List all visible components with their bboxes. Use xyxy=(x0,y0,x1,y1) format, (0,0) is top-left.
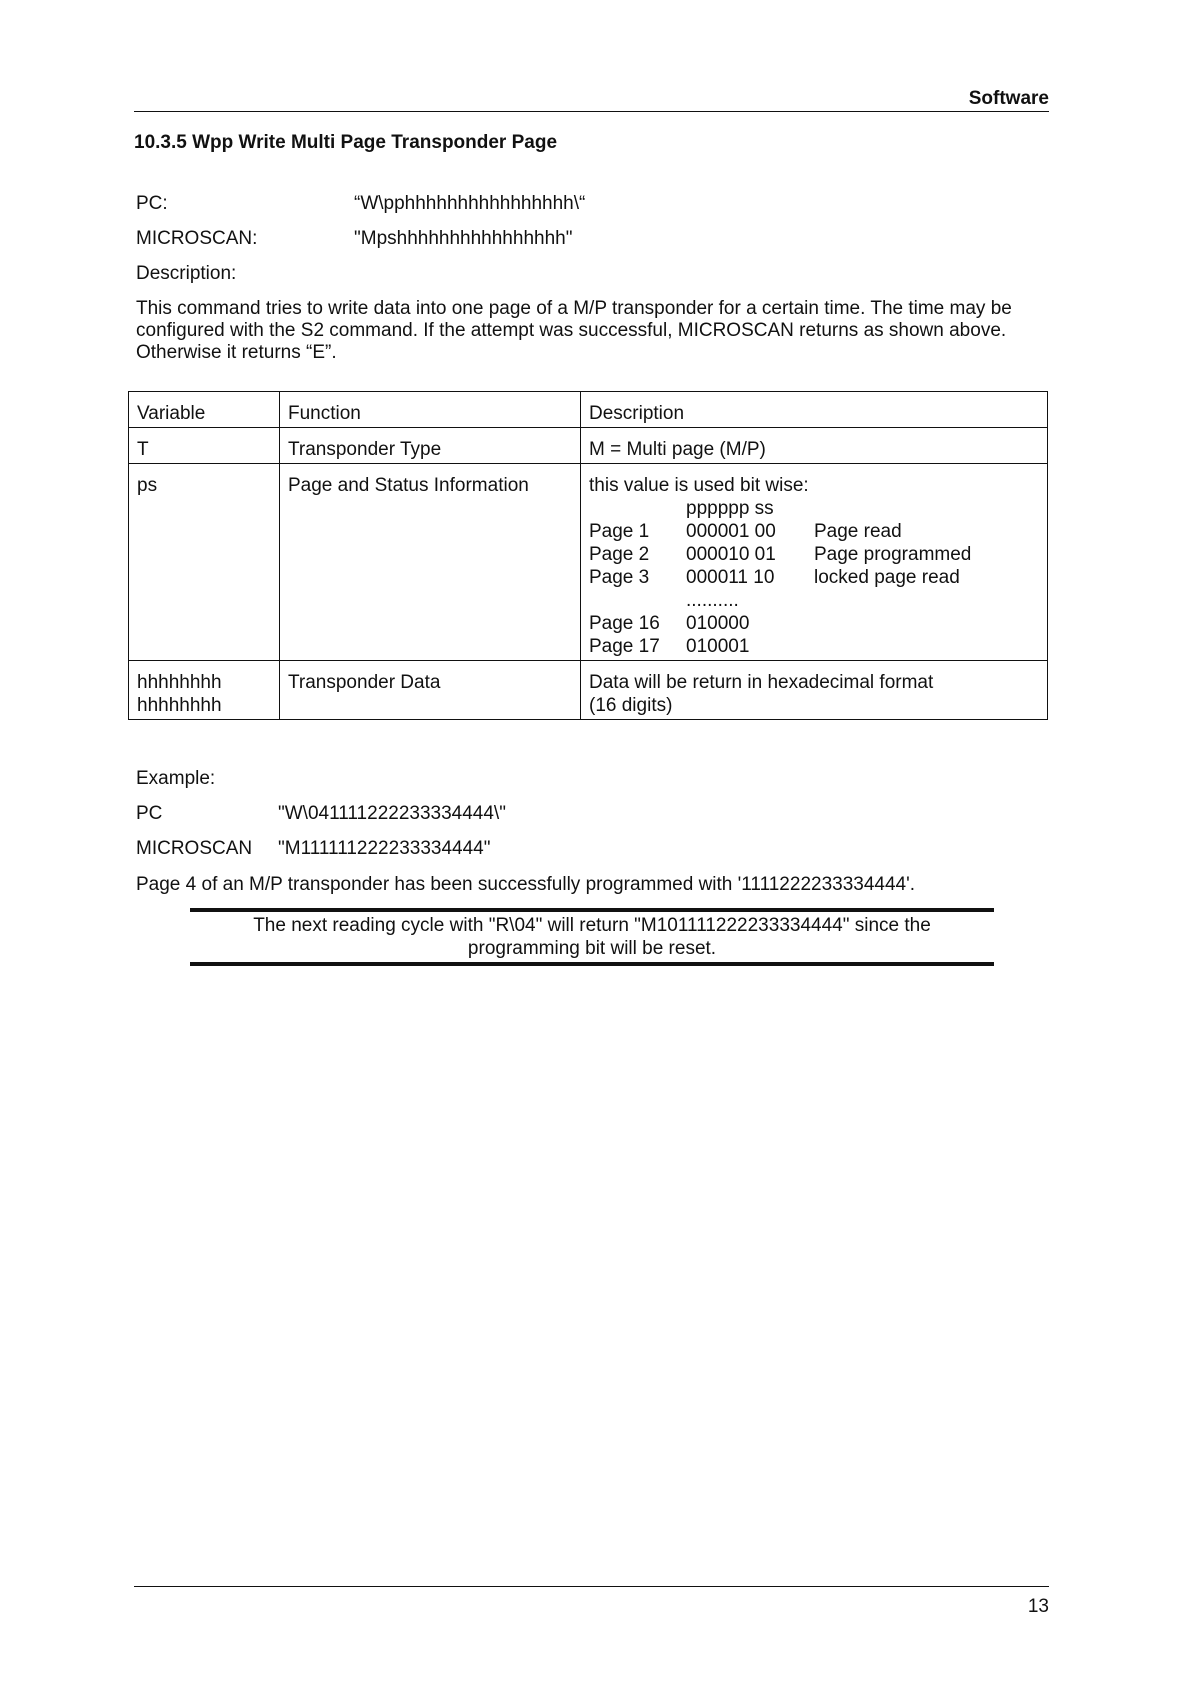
row-description xyxy=(581,464,1048,661)
page-meaning: Page programmed xyxy=(814,544,972,565)
description-paragraph: This command tries to write data into one page of a M/P transponder for a certain time. The time may be configured with the S2 command. If the attempt was successful, MICROSCAN returns as shown above. Otherwise it returns “E”. xyxy=(136,298,1012,363)
page-bits: 010000 xyxy=(686,613,750,634)
variables-table xyxy=(128,391,1048,720)
page-bits: 010001 xyxy=(686,636,750,657)
page-label: Page 3 xyxy=(589,567,650,588)
page-label: Page 1 xyxy=(589,521,650,542)
microscan-label: MICROSCAN: xyxy=(136,228,258,249)
table-row xyxy=(129,428,1048,464)
page-bits: 000001 00 xyxy=(686,521,776,542)
header-description: Description xyxy=(581,392,1048,428)
row-description xyxy=(581,661,1048,720)
footer-rule xyxy=(134,1586,1049,1587)
row-variable: ps xyxy=(129,464,280,661)
page-label: Page 17 xyxy=(589,636,660,657)
pc-command: “W\pphhhhhhhhhhhhhhhh\“ xyxy=(354,193,586,214)
example-microscan-response: "M111111222233334444" xyxy=(278,838,491,859)
header-function: Function xyxy=(280,392,581,428)
row-function: Transponder Data xyxy=(280,661,581,720)
bit-header: pppppp ss xyxy=(686,498,774,519)
table-row xyxy=(129,661,1048,720)
bitwise-intro: this value is used bit wise: xyxy=(589,475,809,496)
page-number: 13 xyxy=(1027,1596,1049,1617)
row-description: M = Multi page (M/P) xyxy=(581,428,1048,464)
table-header-row xyxy=(129,392,1048,428)
row-variable: T xyxy=(129,428,280,464)
page-meaning: Page read xyxy=(814,521,902,542)
table-row xyxy=(129,464,1048,661)
pc-label: PC: xyxy=(136,193,168,214)
ellipsis: .......... xyxy=(686,590,739,611)
example-pc-label: PC xyxy=(136,803,163,824)
example-microscan-label: MICROSCAN xyxy=(136,838,253,859)
row-function: Transponder Type xyxy=(280,428,581,464)
description-line: Data will be return in hexadecimal format xyxy=(589,672,934,693)
page-bits: 000011 10 xyxy=(686,567,775,588)
section-title: 10.3.5 Wpp Write Multi Page Transponder Page xyxy=(134,132,558,153)
description-label: Description: xyxy=(136,263,237,284)
row-variable xyxy=(129,661,280,720)
example-pc-command: "W\041111222233334444\" xyxy=(278,803,506,824)
note xyxy=(190,914,994,960)
example-result: Page 4 of an M/P transponder has been successfully programmed with '1111222233334444'. xyxy=(136,874,916,895)
header-variable: Variable xyxy=(129,392,280,428)
note-line: programming bit will be reset. xyxy=(467,938,717,959)
note-line: The next reading cycle with "R\04" will return "M101111222233334444" since the xyxy=(253,915,931,936)
example-label: Example: xyxy=(136,768,216,789)
section-header: Software xyxy=(968,88,1049,109)
note-bottom-rule xyxy=(190,962,994,966)
variable-line: hhhhhhhh xyxy=(137,672,222,693)
header-rule xyxy=(134,111,1049,112)
bit-map xyxy=(589,497,1039,658)
page-label: Page 16 xyxy=(589,613,660,634)
description-line: (16 digits) xyxy=(589,695,673,716)
microscan-response: "Mpshhhhhhhhhhhhhhhh" xyxy=(354,228,573,249)
row-function: Page and Status Information xyxy=(280,464,581,661)
page-meaning: locked page read xyxy=(814,567,960,588)
variable-line: hhhhhhhh xyxy=(137,695,222,716)
page-label: Page 2 xyxy=(589,544,650,565)
page-bits: 000010 01 xyxy=(686,544,776,565)
note-top-rule xyxy=(190,908,994,912)
